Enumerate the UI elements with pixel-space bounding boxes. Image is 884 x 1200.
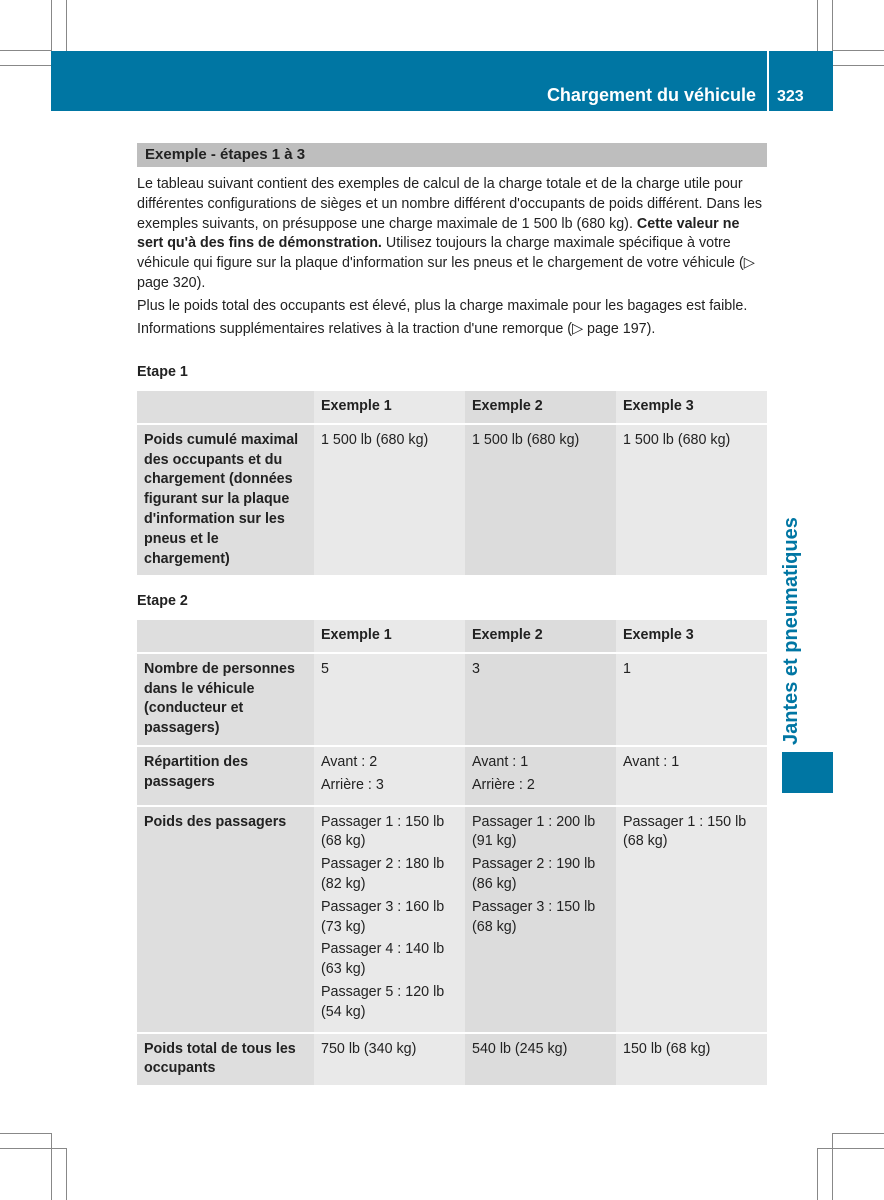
cell-line: Passager 1 : 150 lb (68 kg) — [623, 813, 747, 850]
side-tab-label: Jantes et pneumatiques — [780, 517, 802, 745]
header-cell — [137, 391, 314, 424]
header-cell: Exemple 2 — [465, 391, 616, 424]
crop-mark — [0, 50, 51, 51]
body-text — [137, 175, 769, 342]
header-cell: Exemple 1 — [314, 620, 465, 653]
header-cell: Exemple 3 — [616, 620, 767, 653]
cell: 750 lb (340 kg) — [314, 1033, 465, 1087]
crop-mark — [833, 65, 884, 66]
cell: 1 500 lb (680 kg) — [314, 424, 465, 577]
crop-mark — [51, 1133, 52, 1200]
cell-line: Arrière : 3 — [321, 776, 384, 793]
crop-mark — [817, 1148, 818, 1200]
table-row — [137, 424, 767, 577]
cell: 5 — [314, 653, 465, 746]
cell-line: Passager 5 : 120 lb (54 kg) — [321, 983, 445, 1020]
cell-line: Avant : 1 — [623, 753, 680, 770]
cell-line: Passager 3 : 150 lb (68 kg) — [472, 898, 596, 935]
cell-line: Passager 2 : 180 lb (82 kg) — [321, 856, 445, 892]
crop-mark — [817, 1148, 884, 1149]
step-2-label: Etape 2 — [137, 593, 188, 609]
step-2-table — [137, 620, 767, 1087]
cell: 1 — [616, 653, 767, 746]
table-header-row — [137, 391, 767, 424]
table-row — [137, 806, 767, 1033]
cell: 1 500 lb (680 kg) — [616, 424, 767, 577]
cell-line: Passager 2 : 190 lb (86 kg) — [472, 856, 596, 892]
chapter-title: Chargement du véhicule — [546, 85, 756, 105]
cell — [314, 806, 465, 1033]
step-1-label: Etape 1 — [137, 364, 188, 380]
section-heading: Exemple - étapes 1 à 3 — [137, 143, 767, 167]
row-label: Poids cumulé maximal des occupants et du chargement (données figurant sur la plaque d'information sur les pneus et le chargement) — [137, 424, 314, 577]
side-tab-marker — [782, 752, 833, 793]
step-1-table — [137, 391, 767, 577]
table-row — [137, 1033, 767, 1087]
crop-mark — [0, 1133, 51, 1134]
crop-mark — [0, 65, 51, 66]
crop-mark — [0, 1148, 66, 1149]
text: Utilisez toujours la charge maximale spécifique à votre véhicule qui figure sur la plaque d'information sur les pneus et le chargement de votre véhicule (▷ page 320). — [137, 235, 755, 291]
crop-mark — [832, 0, 833, 51]
cell: 150 lb (68 kg) — [616, 1033, 767, 1087]
paragraph: Informations supplémentaires relatives à la traction d'une remorque (▷ page 197). — [137, 320, 656, 337]
cell-line: Passager 1 : 200 lb (91 kg) — [472, 813, 596, 850]
row-label: Nombre de personnes dans le véhicule (conducteur et passagers) — [137, 653, 314, 746]
cell — [616, 806, 767, 1033]
cell: 1 500 lb (680 kg) — [465, 424, 616, 577]
cell: 540 lb (245 kg) — [465, 1033, 616, 1087]
crop-mark — [832, 1133, 833, 1200]
paragraph — [137, 175, 769, 294]
row-label: Répartition des passagers — [137, 746, 314, 806]
page-number: 323 — [777, 88, 804, 105]
header-cell: Exemple 1 — [314, 391, 465, 424]
text: Le tableau suivant contient des exemples de calcul de la charge totale et de la charge utile pour différentes configurations de sièges et un nombre différent d'occupants de poids différent. Dans les exemples suivants, on présuppose une charge maximale de 1 500 lb (680 kg). — [137, 176, 763, 232]
crop-mark — [833, 1133, 884, 1134]
crop-mark — [66, 1148, 67, 1200]
bold-text: Cette valeur ne sert qu'à des fins de démonstration. — [137, 215, 740, 252]
row-label: Poids total de tous les occupants — [137, 1033, 314, 1087]
header-divider — [767, 51, 769, 111]
cell: 3 — [465, 653, 616, 746]
header-band — [51, 51, 833, 111]
crop-mark — [817, 0, 818, 51]
cell-line: Avant : 1 — [472, 753, 529, 770]
header-cell — [137, 620, 314, 653]
cell-line: Passager 4 : 140 lb (63 kg) — [321, 941, 445, 978]
cell-line: Passager 3 : 160 lb (73 kg) — [321, 898, 445, 935]
header-cell: Exemple 2 — [465, 620, 616, 653]
table-row — [137, 746, 767, 806]
cell — [465, 746, 616, 806]
cell — [314, 746, 465, 806]
header-cell: Exemple 3 — [616, 391, 767, 424]
paragraph: Plus le poids total des occupants est élevé, plus la charge maximale pour les bagages est faible. — [137, 297, 748, 314]
crop-mark — [833, 50, 884, 51]
cell-line: Arrière : 2 — [472, 776, 535, 793]
cell — [465, 806, 616, 1033]
table-row — [137, 653, 767, 746]
cell-line: Passager 1 : 150 lb (68 kg) — [321, 813, 445, 850]
crop-mark — [66, 0, 67, 51]
row-label: Poids des passagers — [137, 806, 314, 1033]
cell — [616, 746, 767, 806]
crop-mark — [51, 0, 52, 51]
table-header-row — [137, 620, 767, 653]
cell-line: Avant : 2 — [321, 753, 378, 770]
